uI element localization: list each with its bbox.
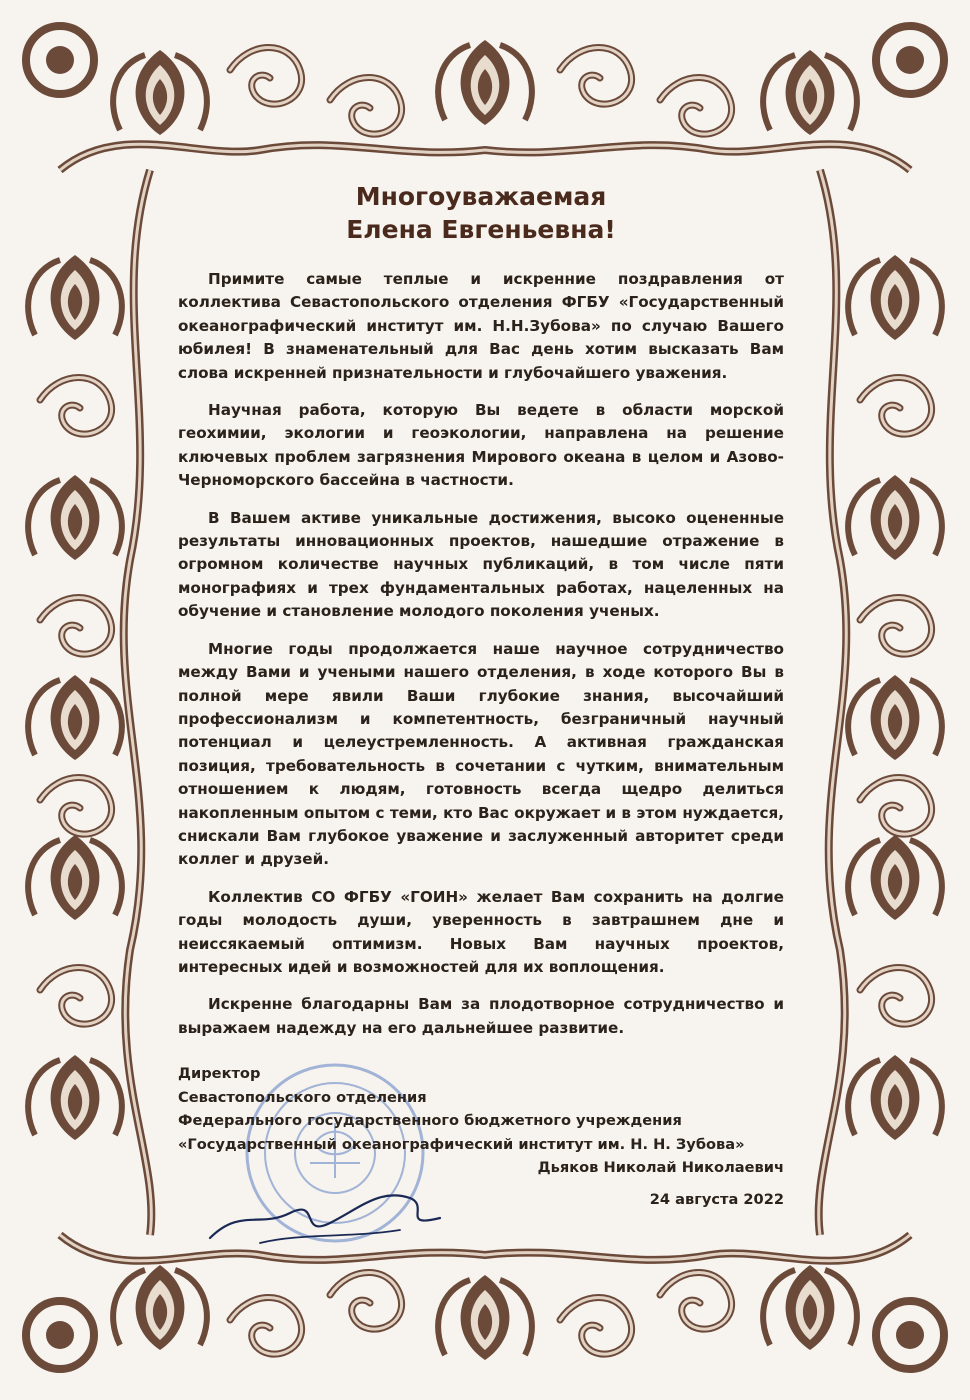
- paragraph-4: Многие годы продолжается наше научное сотрудничество между Вами и учеными нашего отделения, в ходе которого Вы в полной мере явили Ваши глубокие знания, высочайший профессионализм и компетентность, безграничный научный потенциал и целеустремленность. А активная гражданская позиция, требовательность в сочетании с чутким, внимательным отношением к людям, готовность всегда щедро делиться накопленным опытом с теми, кто Вас окружает и в этом нуждается, снискали Вам глубокое уважение и заслуженный авторитет среди коллег и друзей.: [178, 639, 784, 869]
- greeting-line2: Елена Евгеньевна!: [346, 215, 616, 244]
- signer-name: Дьяков Николай Николаевич: [537, 1159, 784, 1177]
- paragraph-6: Искренне благодарны Вам за плодотворное сотрудничество и выражаем надежду на его дальнейшее развитие.: [178, 995, 784, 1037]
- right-border-ornament: [819, 170, 942, 1235]
- top-border-ornament: [30, 20, 940, 170]
- letter-date: 24 августа 2022: [649, 1190, 784, 1208]
- signer-org-line1: Севастопольского отделения: [178, 1088, 427, 1106]
- letter-content: [178, 180, 784, 1211]
- paragraph-3: В Вашем активе уникальные достижения, высоко оцененные результаты инновационных проектов, нашедшие отражение в огромном количестве научных публикаций, в том числе пяти монографиях и трех фундаментальных работах, нацеленных на обучение и становление молодого поколения ученых.: [178, 508, 784, 621]
- signer-org-line2: Федерального государственного бюджетного учреждения: [178, 1112, 682, 1130]
- left-border-ornament: [28, 170, 151, 1235]
- greeting-line1: Многоуважаемая: [355, 182, 607, 211]
- signer-org-line3: «Государственный океанографический институт им. Н. Н. Зубова»: [178, 1135, 745, 1153]
- signature-block: [178, 1062, 784, 1211]
- paragraph-1: Примите самые теплые и искренние поздравления от коллектива Севастопольского отделения ФГБУ «Государственный океанографический институт им. Н.Н.Зубова» по случаю Вашего юбилея! В знаменательный для Вас день хотим высказать Вам слова искренней признательности и глубочайшего уважения.: [178, 270, 784, 382]
- greeting-title: [178, 180, 784, 246]
- paragraph-2: Научная работа, которую Вы ведете в области морской геохимии, экологии и геоэкологии, направлена на решение ключевых проблем загрязнения Мирового океана в целом и Азово-Черноморского бассейна в частности.: [178, 401, 784, 490]
- paragraph-5: Коллектив СО ФГБУ «ГОИН» желает Вам сохранить на долгие годы молодость души, уверенность в завтрашнем дне и неиссякаемый оптимизм. Новых Вам научных проектов, интересных идей и возможностей для их воплощения.: [178, 887, 784, 976]
- bottom-border-ornament: [60, 1235, 910, 1360]
- signer-position: Директор: [178, 1065, 261, 1083]
